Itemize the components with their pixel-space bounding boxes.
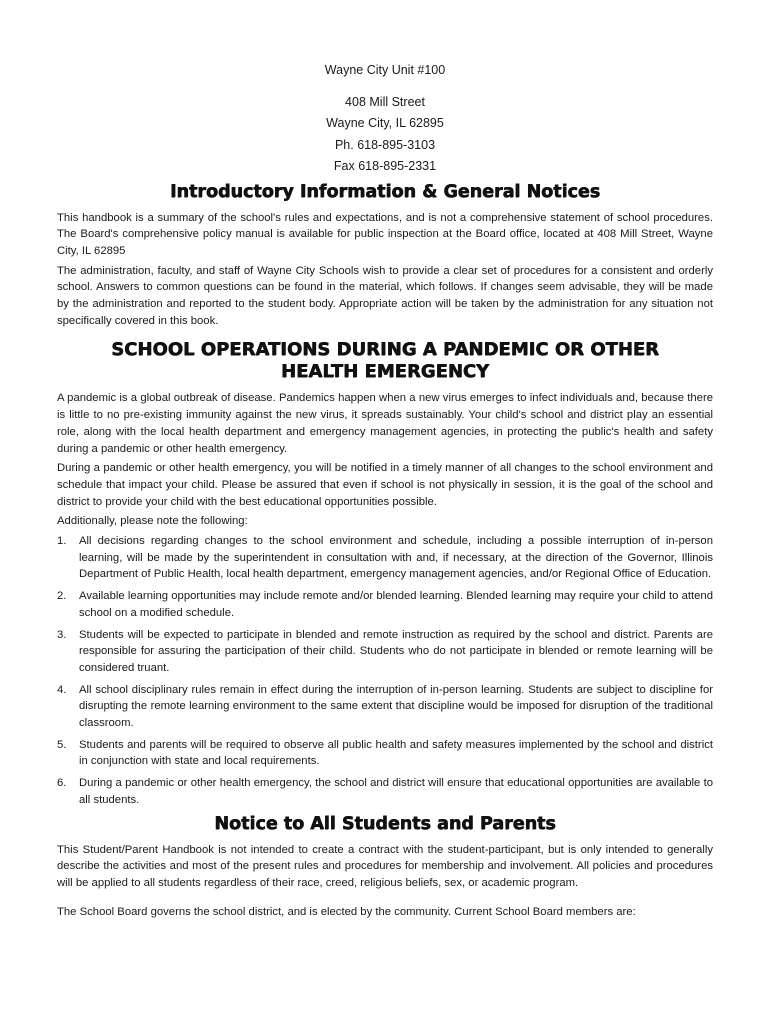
list-item-number: 2.	[57, 590, 67, 603]
list-item	[57, 775, 713, 808]
list-item	[57, 682, 713, 732]
phone-number: Ph. 618-895-3103	[334, 137, 436, 152]
pandemic-paragraph-3: Additionally, please note the following:	[57, 515, 248, 528]
notice-paragraph-2: The School Board governs the school district, and is elected by the community. Current School Board members are:	[57, 905, 636, 918]
letterhead	[57, 60, 713, 178]
list-item-text: All decisions regarding changes to the school environment and schedule, including a possible interruption of in-person learning, will be made by the superintendent in consultation with and, if necessary, at the direction of the Governor, Illinois Department of Public Health, local health department, emergency management agencies, and/or Regional Office of Education.	[79, 535, 713, 581]
list-item-text: Students and parents will be required to observe all public health and safety measures implemented by the school and district in conjunction with state and local requirements.	[79, 738, 713, 768]
notice-heading: Notice to All Students and Parents	[214, 813, 556, 834]
intro-paragraph-2: The administration, faculty, and staff of Wayne City Schools wish to provide a clear set of procedures for a consistent and orderly school. Answers to common questions can be found in the material, which follows. If changes seem advisable, they will be made by the administration and reported to the student body. Appropriate action will be taken by the administration for any situation not specifically covered in this book.	[57, 264, 713, 327]
list-item	[57, 533, 713, 583]
list-item-number: 4.	[57, 683, 67, 696]
list-item-text: Students will be expected to participate in blended and remote instruction as required by the school and district. Parents are responsible for assuring the participation of their child. Students who do not participate in blended or remote learning will be considered truant.	[79, 628, 713, 674]
list-item-number: 6.	[57, 777, 67, 790]
notice-paragraph-1: This Student/Parent Handbook is not intended to create a contract with the student-participant, but is only intended to generally describe the activities and most of the present rules and procedures for membership and involvement. All policies and procedures will be applied to all students regardless of their race, creed, religious beliefs, sex, or academic program.	[57, 843, 713, 889]
list-item-number: 1.	[57, 535, 67, 548]
list-item-number: 5.	[57, 738, 67, 751]
pandemic-heading: SCHOOL OPERATIONS DURING A PANDEMIC OR OTHER HEALTH EMERGENCY	[111, 339, 659, 383]
list-item-text: All school disciplinary rules remain in effect during the interruption of in-person learning. Students are subject to discipline for disrupting the remote learning environment to the same extent that discipline would be imposed for disruption of the traditional classroom.	[79, 683, 713, 730]
intro-paragraph-1: This handbook is a summary of the school's rules and expectations, and is not a comprehensive statement of school procedures. The Board's comprehensive policy manual is available for public inspection at the Board office, located at 408 Mill Street, Wayne City, IL 62895	[57, 211, 713, 257]
pandemic-list	[57, 533, 713, 809]
list-item-text: Available learning opportunities may include remote and/or blended learning. Blended learning may require your child to attend school on a modified schedule.	[79, 590, 713, 619]
city-state-zip: Wayne City, IL 62895	[326, 116, 444, 130]
list-item	[57, 627, 713, 677]
list-item-text: During a pandemic or other health emergency, the school and district will ensure that educational opportunities are available to all students.	[79, 777, 713, 806]
pandemic-paragraph-1: A pandemic is a global outbreak of disease. Pandemics happen when a new virus emerges to infect individuals and, because there is little to no pre-existing immunity against the new virus, it spreads sustainably. Your child's school and district play an essential role, along with the local health department and emergency management agencies, in protecting the public's health and safety during a pandemic or other health emergency.	[57, 392, 713, 455]
pandemic-paragraph-2: During a pandemic or other health emergency, you will be notified in a timely manner of all changes to the school environment and schedule that impact your child. Please be assured that even if school is not physically in session, it is the goal of the school and district to provide your child with the best educational opportunities possible.	[57, 462, 713, 508]
intro-heading: Introductory Information & General Notices	[169, 181, 601, 202]
list-item	[57, 737, 713, 770]
organization-name: Wayne City Unit #100	[324, 63, 446, 77]
list-item-number: 3.	[57, 628, 67, 641]
list-item	[57, 588, 713, 621]
street-address: 408 Mill Street	[345, 94, 425, 109]
fax-number: Fax 618-895-2331	[333, 159, 437, 173]
